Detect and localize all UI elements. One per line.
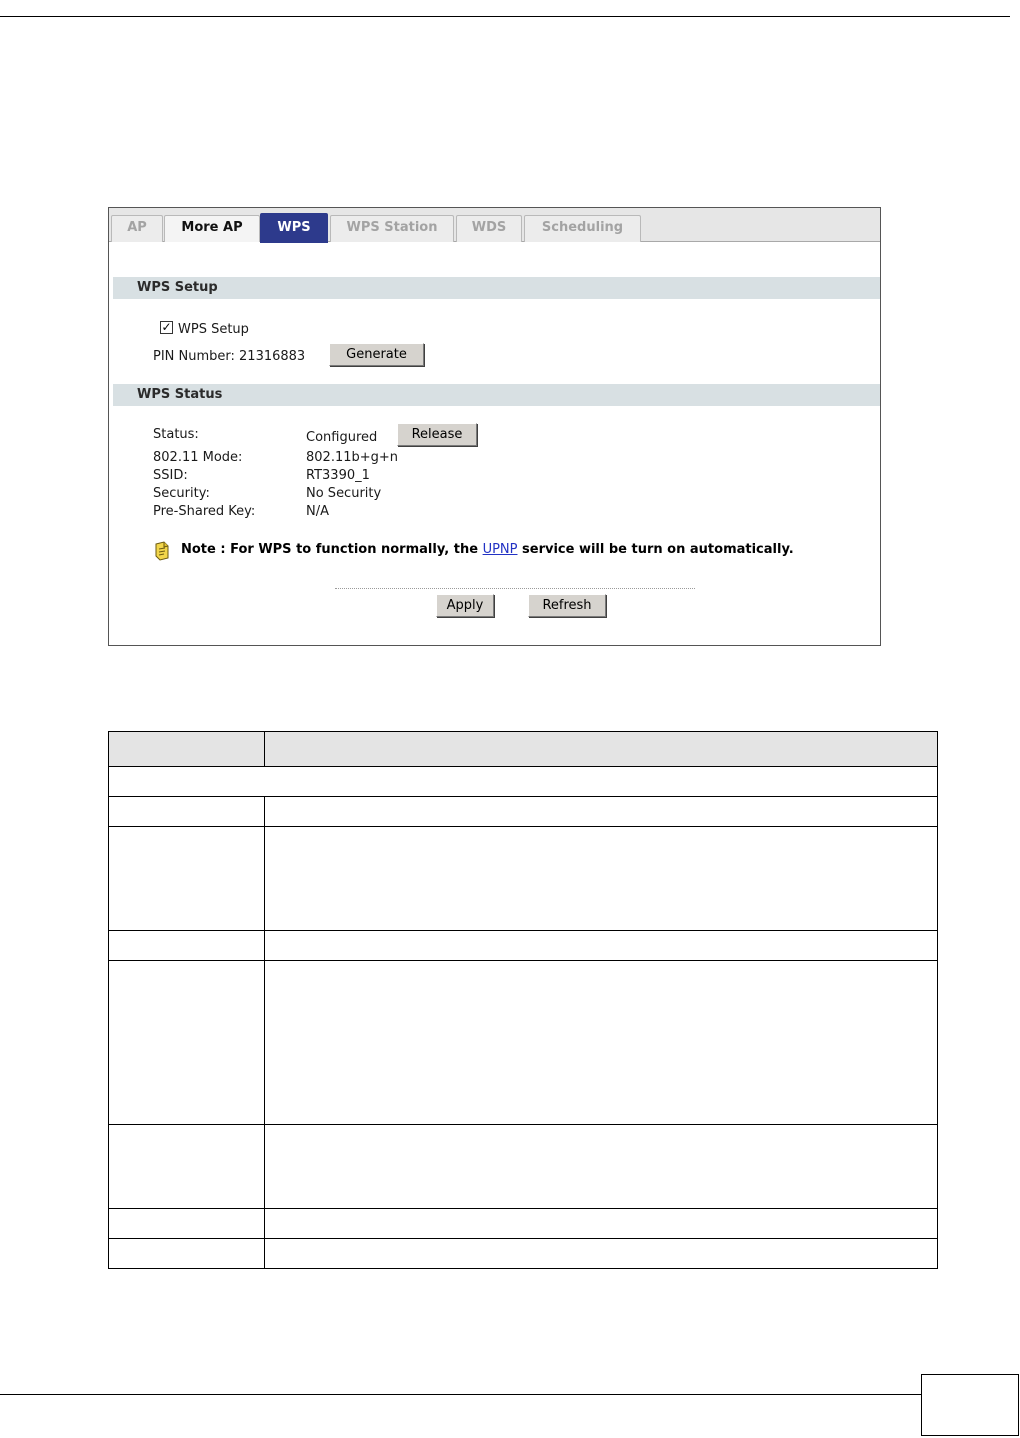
ssid-label: SSID: xyxy=(153,468,188,483)
table-cell xyxy=(109,827,265,931)
wps-status-section-title: WPS Status xyxy=(113,384,880,406)
refresh-button[interactable]: Refresh xyxy=(528,594,606,617)
table-cell xyxy=(265,797,938,827)
ssid-value: RT3390_1 xyxy=(306,468,370,483)
table-cell xyxy=(109,1209,265,1239)
psk-label: Pre-Shared Key: xyxy=(153,504,256,519)
table-row xyxy=(109,1125,938,1209)
table-cell xyxy=(265,1239,938,1269)
pin-number-label: PIN Number: 21316883 xyxy=(153,349,306,364)
table-cell xyxy=(265,827,938,931)
dotted-divider xyxy=(335,588,695,589)
table-row xyxy=(109,961,938,1125)
table-cell xyxy=(109,1125,265,1209)
table-header-row xyxy=(109,732,938,767)
tab-more-ap[interactable]: More AP xyxy=(164,215,260,242)
table-row xyxy=(109,827,938,931)
note-icon xyxy=(153,541,173,561)
tab-ap[interactable]: AP xyxy=(111,215,163,242)
apply-button[interactable]: Apply xyxy=(436,594,494,617)
wps-setup-checkbox[interactable]: ✓ xyxy=(161,320,172,334)
page-number-box xyxy=(921,1374,1019,1436)
note-suffix: service will be turn on automatically. xyxy=(517,542,794,557)
top-rule xyxy=(0,16,1010,17)
tab-scheduling[interactable]: Scheduling xyxy=(524,215,641,242)
table-cell xyxy=(109,1239,265,1269)
table-cell xyxy=(109,961,265,1125)
table-cell xyxy=(109,797,265,827)
tab-wps[interactable]: WPS xyxy=(260,213,328,243)
table-row xyxy=(109,1239,938,1269)
table-header-cell xyxy=(265,732,938,767)
note-prefix: Note : For WPS to function normally, the xyxy=(181,542,483,557)
security-label: Security: xyxy=(153,486,210,501)
table-row xyxy=(109,1209,938,1239)
bottom-rule xyxy=(0,1394,921,1395)
wps-setup-checkbox-label: WPS Setup xyxy=(178,322,249,337)
upnp-link[interactable]: UPNP xyxy=(482,542,518,557)
table-cell xyxy=(265,1209,938,1239)
psk-value: N/A xyxy=(306,504,329,519)
release-button[interactable]: Release xyxy=(397,423,477,446)
table-row xyxy=(109,931,938,961)
status-value: Configured xyxy=(306,430,378,445)
table-cell xyxy=(109,767,938,797)
status-label: Status: xyxy=(153,427,199,442)
wps-screenshot-frame xyxy=(108,207,881,646)
table-cell xyxy=(265,931,938,961)
security-value: No Security xyxy=(306,486,382,501)
table-header-cell xyxy=(109,732,265,767)
mode-value: 802.11b+g+n xyxy=(306,450,399,465)
tab-wps-station[interactable]: WPS Station xyxy=(330,215,454,242)
tab-wds[interactable]: WDS xyxy=(456,215,522,242)
table-cell xyxy=(265,961,938,1125)
wps-note xyxy=(181,542,794,557)
table-cell xyxy=(109,931,265,961)
description-table xyxy=(108,731,938,1269)
table-row xyxy=(109,797,938,827)
generate-button[interactable]: Generate xyxy=(329,343,424,366)
table-cell xyxy=(265,1125,938,1209)
table-row xyxy=(109,767,938,797)
tab-bar xyxy=(109,208,880,242)
mode-label: 802.11 Mode: xyxy=(153,450,243,465)
wps-setup-section-title: WPS Setup xyxy=(113,277,880,299)
